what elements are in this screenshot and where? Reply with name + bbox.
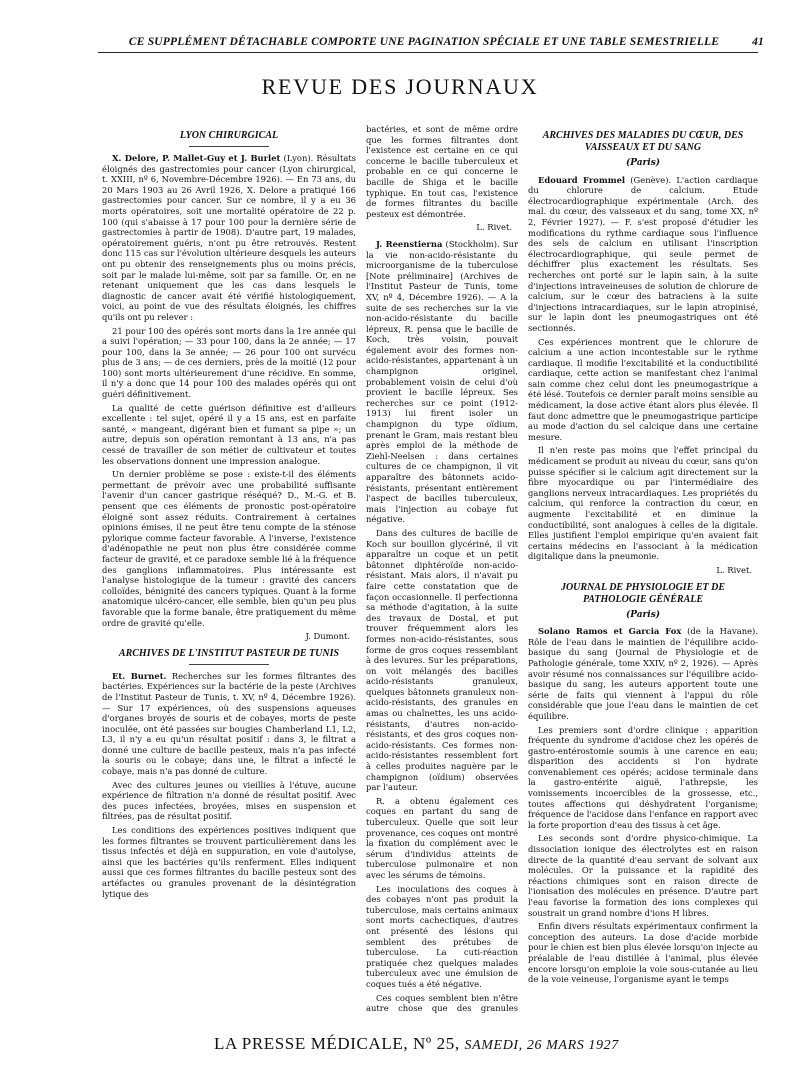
article-authors: Et. Burnet. (112, 670, 167, 681)
top-banner (98, 36, 764, 50)
section-city: (Paris) (625, 158, 661, 168)
article-paragraph: Ces expériences montrent que le chlorure de calcium a une action incontestable sur le rythme cardiaque. Il modifie l'excitabilité et la conductibilité cardiaque, cette action se manifestant chez l'animal sain comme chez celui dont les pneumogastrique a été lésé. Toutefois ce dernier paraît moins sensible au médicament, la dose active étant alors plus élevée. Il faut donc admettre que le pneumogastrique participe au mode d'action du sel calcique dans une certaine mesure. (528, 336, 758, 442)
article-text: (Stockholm). Sur la vie non-acido-résistante du microorganisme de la tuberculose [Note préliminaire] (Archives de l'Institut Pasteur de Tunis, tome XV, nº 4, Décembre 1926). — A la suite de ses recherches sur la vie non-acido-résistante du bacille lépreux, R. pensa que le bacille de Koch, très voisin, pouvait également avoir des formes non-acido-résistantes, appartenant à un champignon originel, probablement voisin de celui d'où provient le bacille lépreux. Ses recherches sur ce point (1912-1913) lui firent isoler un champignon du type oïdium, prenant le Gram, mais restant bleu après emploi de la méthode de Ziehl-Neelsen : dans certaines cultures de ce champignon, il vit apparaître des bâtonnets acido-résistants, présentant entièrement l'aspect de bacilles tuberculeux, mais l'injection au cobaye fut négative. (366, 238, 518, 525)
footer-date: SAMEDI, 26 MARS 1927 (464, 1038, 619, 1053)
section-heading: ARCHIVES DES MALADIES DU CŒUR, DES VAISSEAUX ET DU SANG (542, 130, 744, 153)
top-rule (98, 52, 758, 53)
article-paragraph (366, 239, 518, 525)
footer (214, 1034, 744, 1054)
masthead: REVUE DES JOURNAUX (261, 74, 539, 99)
section-heading: JOURNAL DE PHYSIOLOGIE ET DE PATHOLOGIE GÉNÉRALE (560, 581, 726, 605)
article-paragraph: 21 pour 100 des opérés sont morts dans la 1re année qui a suivi l'opération; — 33 pour 100, dans la 2e année; — 17 pour 100, dans la 3e année; — 26 pour 100 ont survécu plus de 3 ans; — de ces derniers, près de la moitié (12 pour 100) sont morts ultérieurement d'une récidive. En somme, il n'y a donc que 14 pour 100 des malades opérés qui ont guéri définitivement. (102, 325, 356, 400)
article-paragraph (528, 175, 758, 334)
article-signature: L. Rivet. (716, 564, 752, 575)
article-paragraph: La qualité de cette guérison définitive est d'ailleurs excellente : tel sujet, opéré il y a 15 ans, est en parfaite santé, « mangeant, digérant bien et fumant sa pipe »; un autre, depuis son opération remontant à 13 ans, n'a pas cessé de travailler de son métier de cultivateur et toutes les observations donnent une impression analogue. (102, 402, 356, 466)
article-paragraph (528, 626, 758, 721)
section-heading: LYON CHIRURGICAL (179, 130, 279, 141)
article-paragraph: Les seconds sont d'ordre physico-chimique. La dissociation ionique des électrolytes est en raison directe de la quantité d'eau servant de solvant aux molécules. Or la puissance et la rapidité des réactions chimiques sont en raison directe de l'ionisation des molécules en présence. D'autre part l'eau favorise la formation des ions complexes qui soustrait un grand nombre d'ions H libres. (528, 833, 758, 918)
section-city: (Paris) (625, 609, 661, 620)
article-paragraph: bactéries, et sont de même ordre que les formes filtrantes dont l'existence est certaine en ce qui concerne le bacille tuberculeux et probable en ce qui concerne le bacille de Shiga et le bacille typhique. En tout cas, l'existence de formes filtrantes du bacille pesteux est démontrée. (366, 124, 518, 219)
article-paragraph: Enfin divers résultats expérimentaux confirment la conception des auteurs. La dose d'acide morbide pour le chien est bien plus élevée lorsqu'on injecte au préalable de l'eau distillée à l'animal, plus élevée encore lorsqu'on emploie la voie sous-cutanée au lieu de la voie veineuse, l'organisme ayant le temps (528, 921, 758, 985)
article-paragraph: Les conditions des expériences positives indiquent que les formes filtrantes se trouvent particulièrement dans les tissus infectés et déjà en suppuration, en voie d'autolyse, ainsi que les bactéries qu'ils renferment. Elles indiquent aussi que ces formes filtrantes du bacille pesteux sont des artéfactes ou granules provenant de la désintégration lytique des (102, 825, 356, 899)
article-paragraph: Avec des cultures jeunes ou vieillies à l'étuve, aucune expérience de filtration n'a donné de résultat positif. Avec des puces infectées, broyées, mises en suspension et filtrées, pas de résultat positif. (102, 779, 356, 822)
article-paragraph (102, 671, 356, 777)
article-paragraph (102, 153, 356, 323)
column-3 (528, 124, 758, 1014)
article-paragraph: Les inoculations des coques à des cobayes n'ont pas produit la tuberculose, mais certains animaux sont morts cachectiques, d'autres ont présenté des lésions qui semblent des prétubes de tuberculose. La cuti-réaction pratiquée chez quelques malades tuberculeux avec une émulsion de coques tués a été négative. (366, 883, 518, 989)
article-authors: Edouard Frommel (538, 174, 626, 185)
article-authors: Solano Ramos et Garcia Fox (538, 626, 682, 637)
article-paragraph: Il n'en reste pas moins que l'effet principal du médicament se produit au niveau du cœur, sans qu'on puisse spécifier si le calcium agit directement sur la fibre myocardique ou par l'intermédiaire des ganglions nerveux intracardiaques. Les propriétés du calcium, qui renforce la contraction du cœur, en augmente l'excitabilité et en diminue la conductibilité, sont analogues à celles de la digitale. Elles justifient l'emploi empirique qu'en avaient fait certains médecins en l'associant à la médication digitalique dans la pneumonie. (528, 445, 758, 562)
article-text: (Lyon). Résultats éloignés des gastrectomies pour cancer (Lyon chirurgical, t. XXIII, nº 6, Novembre-Décembre 1926). — En 73 ans, du 20 Mars 1903 au 26 Avril 1926, X. Delore a pratiqué 166 gastrectomies pour cancer. Sur ce nombre, il y a eu 36 morts opératoires, soit une mortalité opératoire de 22 p. 100 (qui s'abaisse à 17 pour 100 pour la dernière série de gastrectomies à partir de 1908). D'autre part, 19 malades, opératoirement guéris, n'ont pu être retrouvés. Restent donc 115 cas sur l'évolution ultérieure desquels les auteurs ont pu obtenir des renseignements plus ou moins précis, soit par le malade lui-même, soit par sa famille. Or, en ne retenant uniquement que les cas dans lesquels le diagnostic de cancer avait été vérifié histologiquement, voici, au point de vue des résultats éloignés, les chiffres qu'ils ont pu relever : (102, 153, 356, 322)
section-rule (189, 664, 269, 665)
banner-text: CE SUPPLÉMENT DÉTACHABLE COMPORTE UNE PAGINATION SPÉCIALE ET UNE TABLE SEMESTRIELLE (128, 36, 720, 48)
article-text: (Genève). L'action cardiaque du chlorure de calcium. Etude électrocardiographique expérimentale (Arch. des mal. du cœur, des vaisseaux et du sang, tome XX, nº 2, Février 1927). — F. s'est proposé d'étudier les modifications du rythme cardiaque sous l'influence des sels de calcium en utilisant l'inscription électrocardiographique, qui seule permet de déchiffrer plus exactement les résultats. Ses recherches ont porté sur le lapin sain, à la suite d'injections intraveineuses de solution de chlorure de calcium, sur le cœur des batraciens à la suite d'injections intracardiaques, sur le lapin atropinisé, sur le lapin dont les pneumogastriques ont été sectionnés. (528, 174, 758, 333)
article-paragraph: Les premiers sont d'ordre clinique : apparition fréquente du syndrome d'acidose chez les opérés de gastro-entérostomie soumis à une carence en eau; disparition des accidents si l'on hydrate convenablement ces opérés; acidose terminale dans la gastro-entérite aiguë, l'athrepsie, les vomissements incoercibles de la grossesse, etc., toutes affections qui déshydratent l'organisme; fréquence de l'acidose dans l'enfance en rapport avec la forte proportion d'eau des tissus à cet âge. (528, 724, 758, 830)
article-text: Recherches sur les formes filtrantes des bactéries. Expériences sur la bactérie de la peste (Archives de l'Institut Pasteur de Tunis, t. XV, nº 4, Décembre 1926). — Sur 17 expériences, où des suspensions aqueuses d'organes broyés de souris et de cobayes, morts de peste inoculée, ont été passées sur bougies Chamberland L1, L2, L3, il n'y a eu qu'un résultat positif : dans 3, le filtrat a donné une culture de bacille pesteux, mais n'a pas infecté la souris ou le cobaye; dans une, le filtrat a infecté le cobaye, mais n'a pas donné de culture. (102, 670, 356, 777)
page-number: 41 (752, 36, 764, 48)
article-paragraph: Ces coques semblent bien n'être autre chose que des granules (366, 992, 518, 1014)
article-signature: J. Dumont. (305, 631, 350, 642)
column-1 (102, 124, 356, 1014)
section-heading: ARCHIVES DE L'INSTITUT PASTEUR DE TUNIS (118, 647, 340, 659)
article-paragraph: Dans des cultures de bacille de Koch sur bouillon glycériné, il vit apparaître un coque et un petit bâtonnet diphtéroïde non-acido-résistant. Mais alors, il n'avait pu faire cette constatation que de façon occasionnelle. Il perfectionna sa méthode d'agitation, à la suite des travaux de Dostal, et put trouver fréquemment alors les formes non-acido-résistantes, sous forme de gros coques ressemblant à des levures. Sur les préparations, on voit mélangés des bacilles acido-résistants granuleux, quelques bâtonnets granuleux non-acido-résistants, des granules en amas ou chaînettes, les uns acido-résistants, d'autres non-acido-résistants, et des gros coques non-acido-résistants. Ces formes non-acido-résistantes ressemblent fort à celles produites naguère par le champignon (oïdium) observées par l'auteur. (366, 527, 518, 793)
article-authors: X. Delore, P. Mallet-Guy et J. Burlet (112, 153, 281, 163)
section-rule (189, 146, 269, 147)
column-2 (366, 124, 518, 1014)
footer-journal: LA PRESSE MÉDICALE, Nº 25, (214, 1034, 460, 1053)
article-signature: L. Rivet. (476, 222, 512, 233)
article-paragraph: R. a obtenu également ces coques en partant du sang de tuberculeux. Quelle que soit leur provenance, ces coques ont montré la fixation du complément avec le sérum d'individus atteints de tuberculose pulmonaire et non avec les sérums de témoins. (366, 795, 518, 880)
article-authors: J. Reenstierna (376, 238, 443, 249)
article-paragraph: Un dernier problème se pose : existe-t-il des éléments permettant de prévoir avec une probabilité suffisante l'avenir d'un cancer gastrique réséqué? D., M.-G. et B. pensent que ces éléments de pronostic post-opératoire éloigné sont assez réduits. Contrairement à certaines opinions émises, il ne peut être tenu compte de la sténose pylorique comme facteur favorable. A l'inverse, l'existence d'adénopathie ne peut non plus être considérée comme facteur de gravité, et ce paradoxe semble lié à la fréquence des ganglions inflammatoires. Plus intéressante est l'analyse histologique de la tumeur : gravité des cancers colloïdes, bénignité des cancers typiques. Quant à la forme anatomique ulcéro-cancer, elle semble, bien qu'un peu plus favorable que la forme banale, être pratiquement du même ordre de gravité qu'elle. (102, 469, 356, 628)
article-text: (de la Havane). Rôle de l'eau dans le maintien de l'équilibre acido-basique du sang (Journal de Physiologie et de Pathologie générale, tome XXIV, nº 2, 1926). — Après avoir résumé nos connaissances sur l'équilibre acido-basique du sang, les auteurs apportent toute une série de faits qui viennent à l'appui du rôle considérable que joue l'eau dans le maintien de cet équilibre. (528, 626, 758, 721)
